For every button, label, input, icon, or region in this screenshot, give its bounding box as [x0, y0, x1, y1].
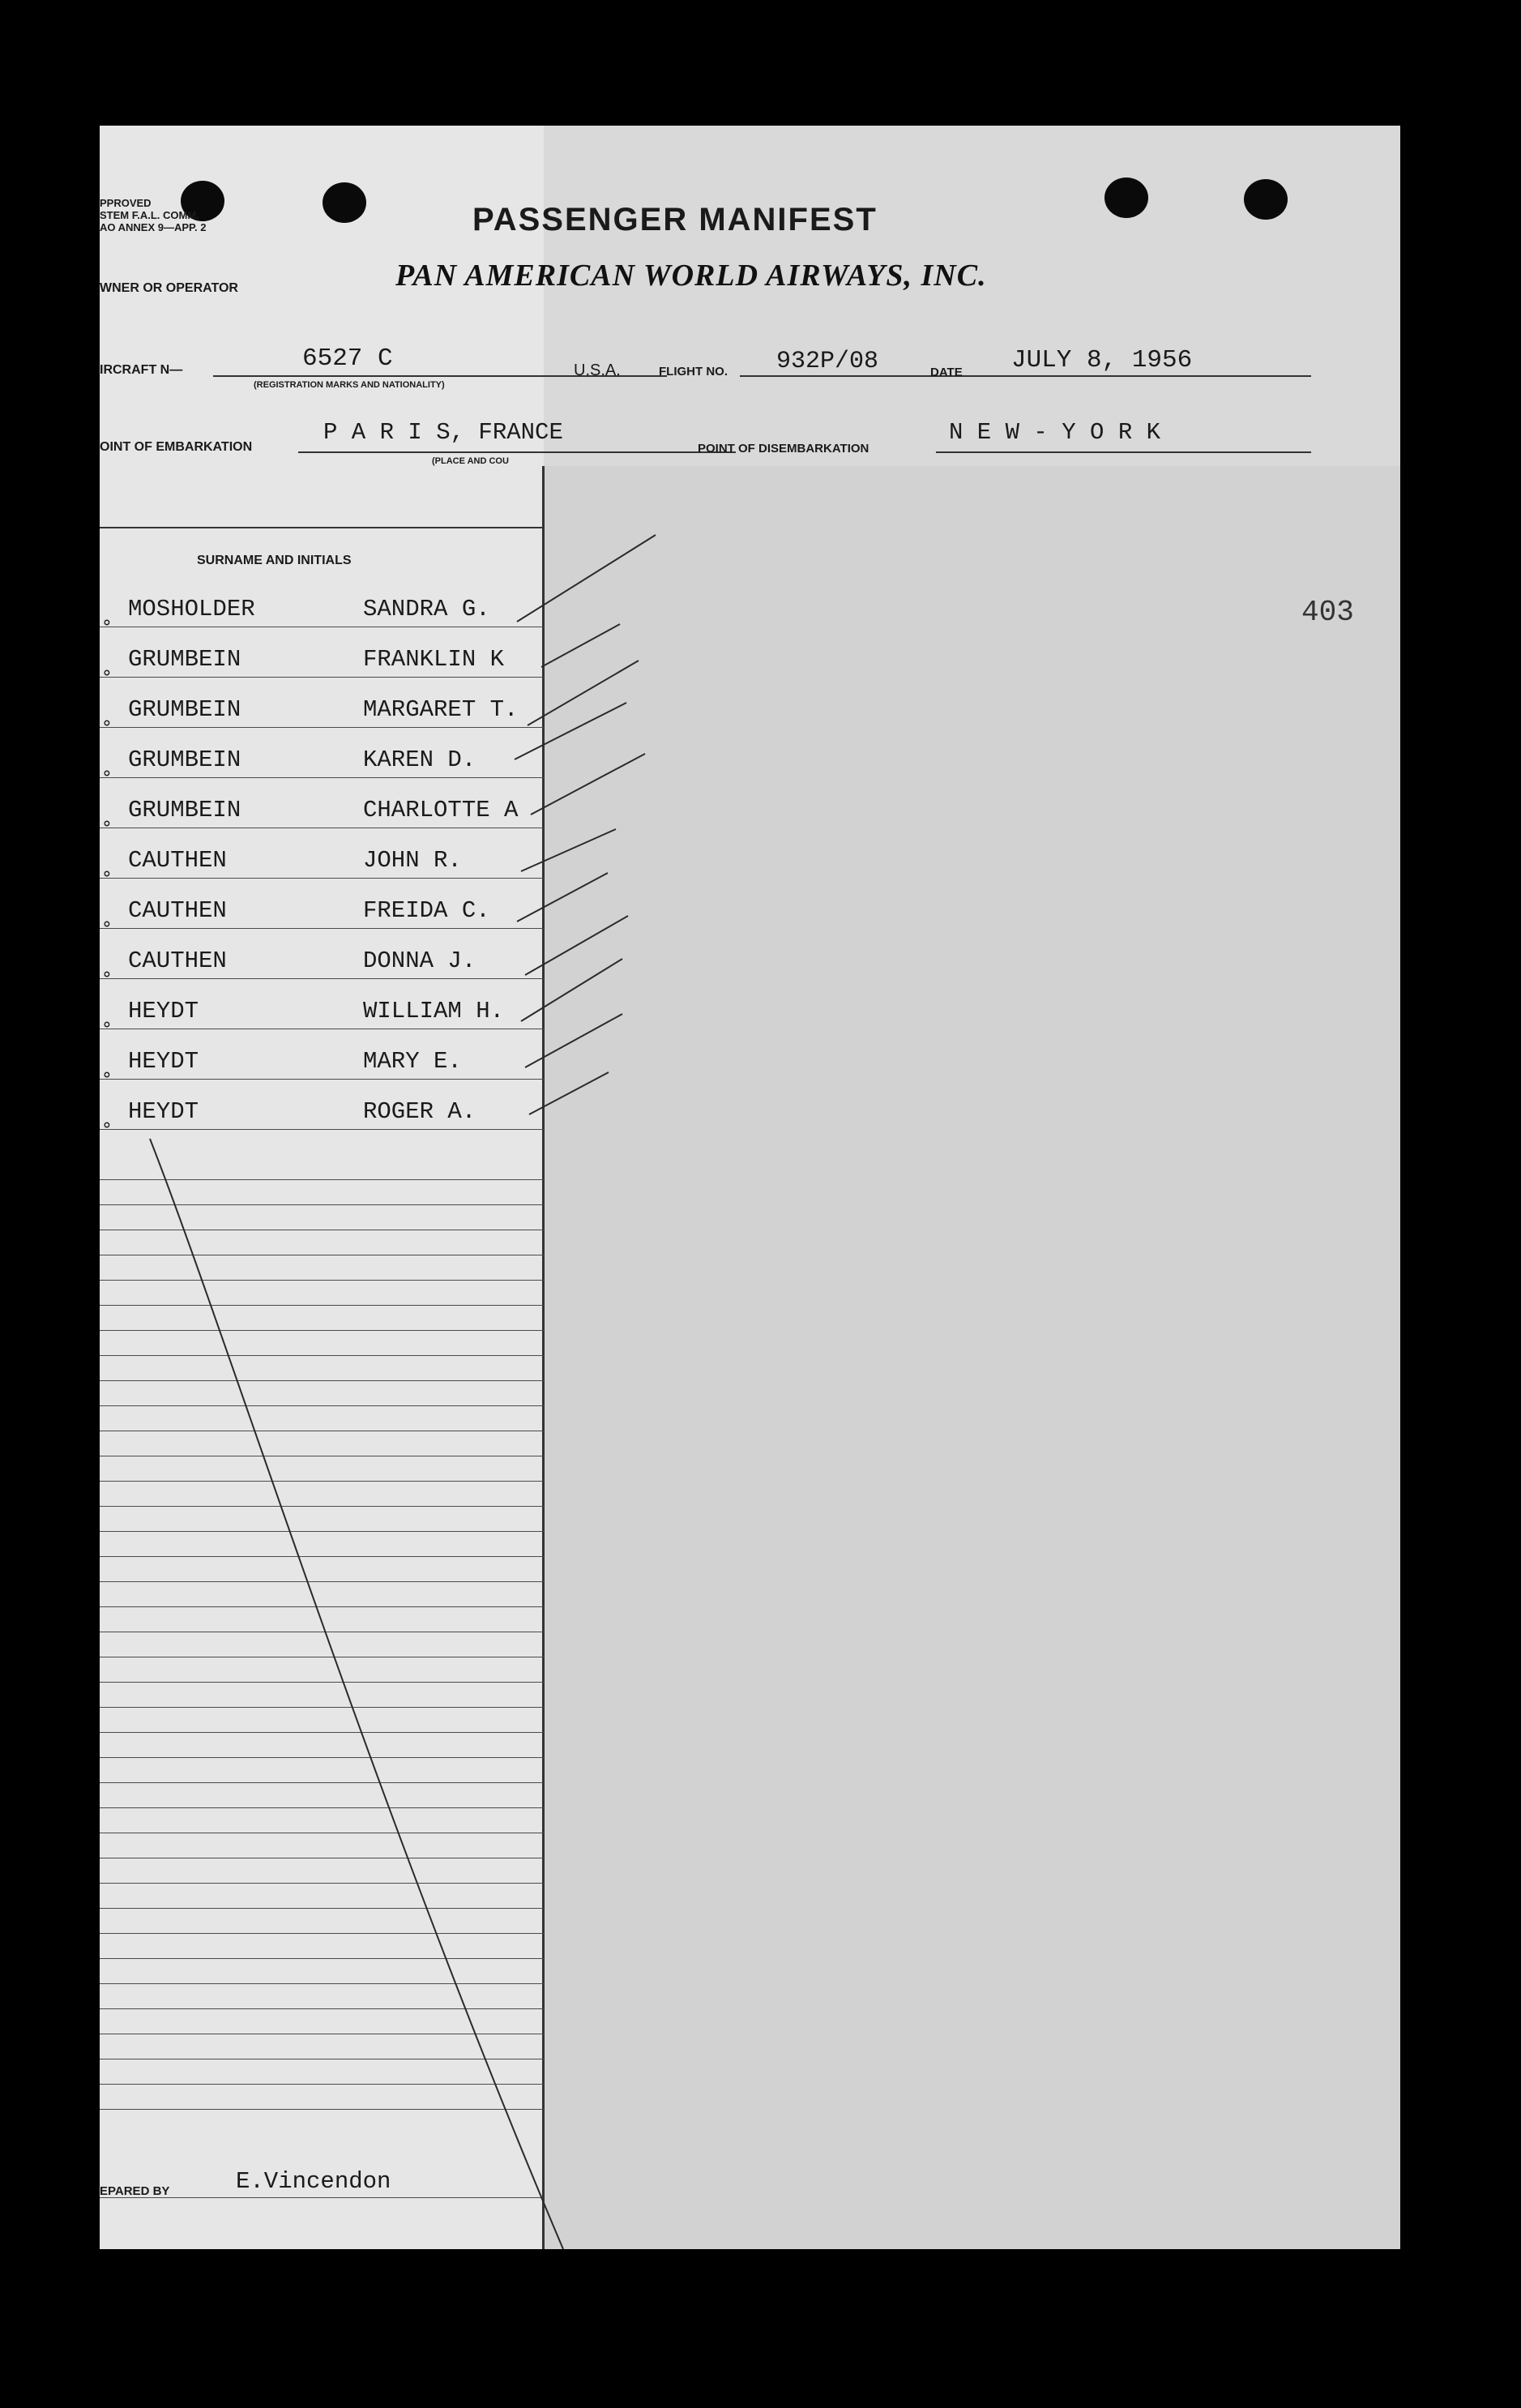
- row-bullet: ∘: [101, 913, 113, 934]
- strike-through-stroke: [150, 1139, 563, 2249]
- passenger-surname: GRUMBEIN: [128, 797, 241, 823]
- nationality: U.S.A.: [574, 361, 621, 379]
- aircraft-label: IRCRAFT N—: [100, 363, 183, 377]
- tick-stroke: [515, 703, 626, 759]
- registration-caption: (REGISTRATION MARKS AND NATIONALITY): [254, 380, 445, 390]
- passenger-given-name: FREIDA C.: [363, 897, 490, 924]
- passenger-given-name: CHARLOTTE A: [363, 797, 519, 823]
- passenger-given-name: SANDRA G.: [363, 596, 490, 622]
- tick-stroke: [517, 535, 656, 622]
- embarkation-place: P A R I S, FRANCE: [323, 419, 563, 446]
- approval-line: STEM F.A.L. COMM.: [100, 209, 199, 221]
- passenger-surname: GRUMBEIN: [128, 746, 241, 773]
- passenger-given-name: MARY E.: [363, 1048, 462, 1075]
- row-bullet: ∘: [101, 662, 113, 682]
- column-header: SURNAME AND INITIALS: [197, 554, 352, 567]
- passenger-surname: CAUTHEN: [128, 947, 227, 974]
- tick-stroke: [529, 1072, 609, 1114]
- tick-stroke: [528, 661, 639, 725]
- tick-stroke: [541, 624, 620, 667]
- passenger-surname: GRUMBEIN: [128, 696, 241, 723]
- passenger-given-name: WILLIAM H.: [363, 998, 505, 1024]
- tick-stroke: [525, 916, 628, 975]
- passenger-surname: CAUTHEN: [128, 847, 227, 874]
- page-title: PASSENGER MANIFEST: [472, 202, 878, 237]
- disembarkation-label: POINT OF DISEMBARKATION: [698, 442, 869, 456]
- place-caption: (PLACE AND COU: [432, 456, 509, 466]
- tick-stroke: [525, 1014, 622, 1067]
- pen-strokes: [100, 126, 1400, 2249]
- flight-number: 932P/08: [776, 348, 879, 375]
- row-bullet: ∘: [101, 1114, 113, 1135]
- row-bullet: ∘: [101, 612, 113, 632]
- operator-name: PAN AMERICAN WORLD AIRWAYS, INC.: [395, 259, 987, 293]
- tick-stroke: [517, 873, 608, 922]
- owner-label: WNER OR OPERATOR: [100, 281, 238, 295]
- passenger-given-name: JOHN R.: [363, 847, 462, 874]
- flight-date: JULY 8, 1956: [1011, 346, 1193, 374]
- passenger-given-name: DONNA J.: [363, 947, 476, 974]
- manifest-sheet: [100, 126, 1400, 2249]
- passenger-given-name: MARGARET T.: [363, 696, 519, 723]
- passenger-surname: HEYDT: [128, 1098, 199, 1125]
- row-bullet: ∘: [101, 712, 113, 733]
- approval-line: AO ANNEX 9—APP. 2: [100, 221, 207, 233]
- row-bullet: ∘: [101, 763, 113, 783]
- passenger-surname: HEYDT: [128, 1048, 199, 1075]
- page-number: 403: [1301, 596, 1354, 629]
- passenger-given-name: FRANKLIN K: [363, 646, 505, 673]
- aircraft-number: 6527 C: [302, 344, 393, 373]
- row-bullet: ∘: [101, 863, 113, 883]
- disembarkation-place: N E W - Y O R K: [949, 419, 1161, 446]
- passenger-given-name: ROGER A.: [363, 1098, 476, 1125]
- date-label: DATE: [930, 366, 963, 379]
- embarkation-label: OINT OF EMBARKATION: [100, 440, 253, 454]
- tick-stroke: [521, 829, 616, 871]
- passenger-surname: HEYDT: [128, 998, 199, 1024]
- passenger-surname: GRUMBEIN: [128, 646, 241, 673]
- row-bullet: ∘: [101, 964, 113, 984]
- row-bullet: ∘: [101, 813, 113, 833]
- row-bullet: ∘: [101, 1064, 113, 1084]
- passenger-given-name: KAREN D.: [363, 746, 476, 773]
- row-bullet: ∘: [101, 1014, 113, 1034]
- tick-stroke: [531, 754, 645, 815]
- approval-line: PPROVED: [100, 197, 152, 209]
- passenger-surname: MOSHOLDER: [128, 596, 255, 622]
- prepared-label: EPARED BY: [100, 2184, 170, 2198]
- prepared-by: E.Vincendon: [236, 2168, 391, 2195]
- passenger-surname: CAUTHEN: [128, 897, 227, 924]
- flight-label: FLIGHT NO.: [659, 365, 728, 379]
